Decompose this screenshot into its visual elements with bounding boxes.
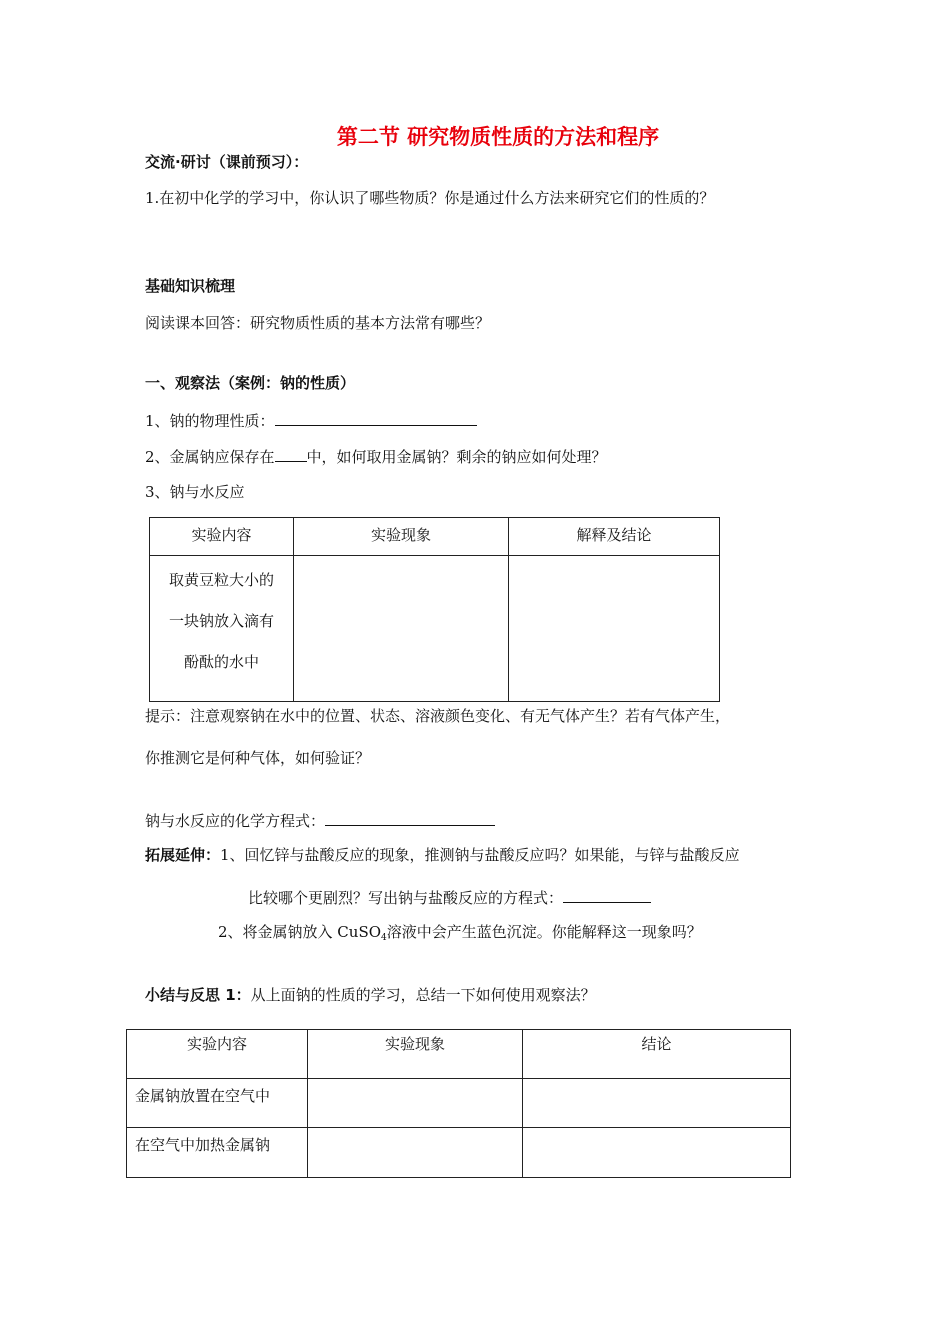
extension-2 [218, 922, 702, 942]
extension-line-2 [248, 886, 651, 908]
table2-header-content: 实验内容 [127, 1030, 308, 1079]
table2-cell-phenomenon[interactable] [308, 1128, 523, 1178]
section-observation-heading: 一、观察法（案例：钠的性质） [145, 374, 356, 392]
item2-label-b: 中，如何取用金属钠？剩余的钠应如何处理？ [306, 448, 607, 466]
equation-label: 钠与水反应的化学方程式： [145, 812, 326, 830]
table1-header-phenomenon: 实验现象 [294, 518, 509, 556]
table2-cell-conclusion[interactable] [523, 1079, 791, 1128]
table2-row-label [127, 1128, 308, 1178]
answer-blank-physical[interactable] [275, 409, 477, 426]
table1-header-conclusion: 解释及结论 [509, 518, 720, 556]
hint-line-1: 提示：注意观察钠在水中的位置、状态、溶液颜色变化、有无气体产生？若有气体产生， [145, 707, 731, 725]
table1-content-line: 酚酞的水中 [183, 653, 259, 671]
answer-blank-storage[interactable] [275, 445, 307, 462]
extension-2-text-b: 溶液中会产生蓝色沉淀。你能解释这一现象吗？ [386, 923, 702, 941]
table2-row-label [127, 1079, 308, 1128]
extension-1-text: 1、回忆锌与盐酸反应的现象，推测钠与盐酸反应吗？如果能，与锌与盐酸反应 [220, 846, 740, 864]
table2-row-text: 金属钠放置在空气中 [135, 1087, 271, 1105]
table2-header-phenomenon: 实验现象 [308, 1030, 523, 1079]
table2-row-text: 在空气中加热金属钠 [135, 1136, 271, 1154]
basics-question: 阅读课本回答：研究物质性质的基本方法常有哪些？ [145, 314, 491, 332]
table1-cell-conclusion[interactable] [509, 556, 720, 702]
summary-label: 小结与反思 1： [145, 986, 251, 1004]
sodium-air-table [126, 1029, 791, 1178]
table1-content-line: 一块钠放入滴有 [168, 612, 274, 630]
extension-2-subscript: 4 [381, 933, 387, 943]
item-water-reaction: 3、钠与水反应 [145, 483, 245, 501]
summary-text: 从上面钠的性质的学习，总结一下如何使用观察法？ [250, 986, 596, 1004]
sodium-water-table [149, 517, 720, 702]
table1-cell-content [150, 556, 294, 702]
extension-1-text-cont: 比较哪个更剧烈？写出钠与盐酸反应的方程式： [248, 889, 564, 907]
answer-blank-equation[interactable] [325, 809, 495, 826]
basics-heading: 基础知识梳理 [145, 277, 236, 295]
hint-line-2: 你推测它是何种气体，如何验证？ [145, 749, 371, 767]
preview-heading: 交流·研讨（课前预习）： [145, 153, 309, 171]
extension-label: 拓展延伸： [145, 846, 221, 864]
extension-2-text-a: 2、将金属钠放入 CuSO [218, 923, 382, 941]
item2-label-a: 2、金属钠应保存在 [145, 448, 275, 466]
table2-header-conclusion: 结论 [523, 1030, 791, 1079]
summary-line [145, 985, 596, 1005]
question-1: 1.在初中化学的学习中，你认识了哪些物质？你是通过什么方法来研究它们的性质的？ [145, 189, 715, 207]
item1-label: 1、钠的物理性质： [145, 412, 275, 430]
item-storage [145, 445, 607, 467]
answer-blank-hcl-equation[interactable] [563, 886, 651, 903]
table2-cell-conclusion[interactable] [523, 1128, 791, 1178]
table1-cell-phenomenon[interactable] [294, 556, 509, 702]
table1-header-content: 实验内容 [150, 518, 294, 556]
equation-line [145, 809, 495, 831]
item-physical-properties [145, 409, 477, 431]
extension-line-1 [145, 845, 740, 865]
page-title: 第二节 研究物质性质的方法和程序 [336, 125, 660, 149]
table1-content-line: 取黄豆粒大小的 [168, 571, 274, 589]
table2-cell-phenomenon[interactable] [308, 1079, 523, 1128]
